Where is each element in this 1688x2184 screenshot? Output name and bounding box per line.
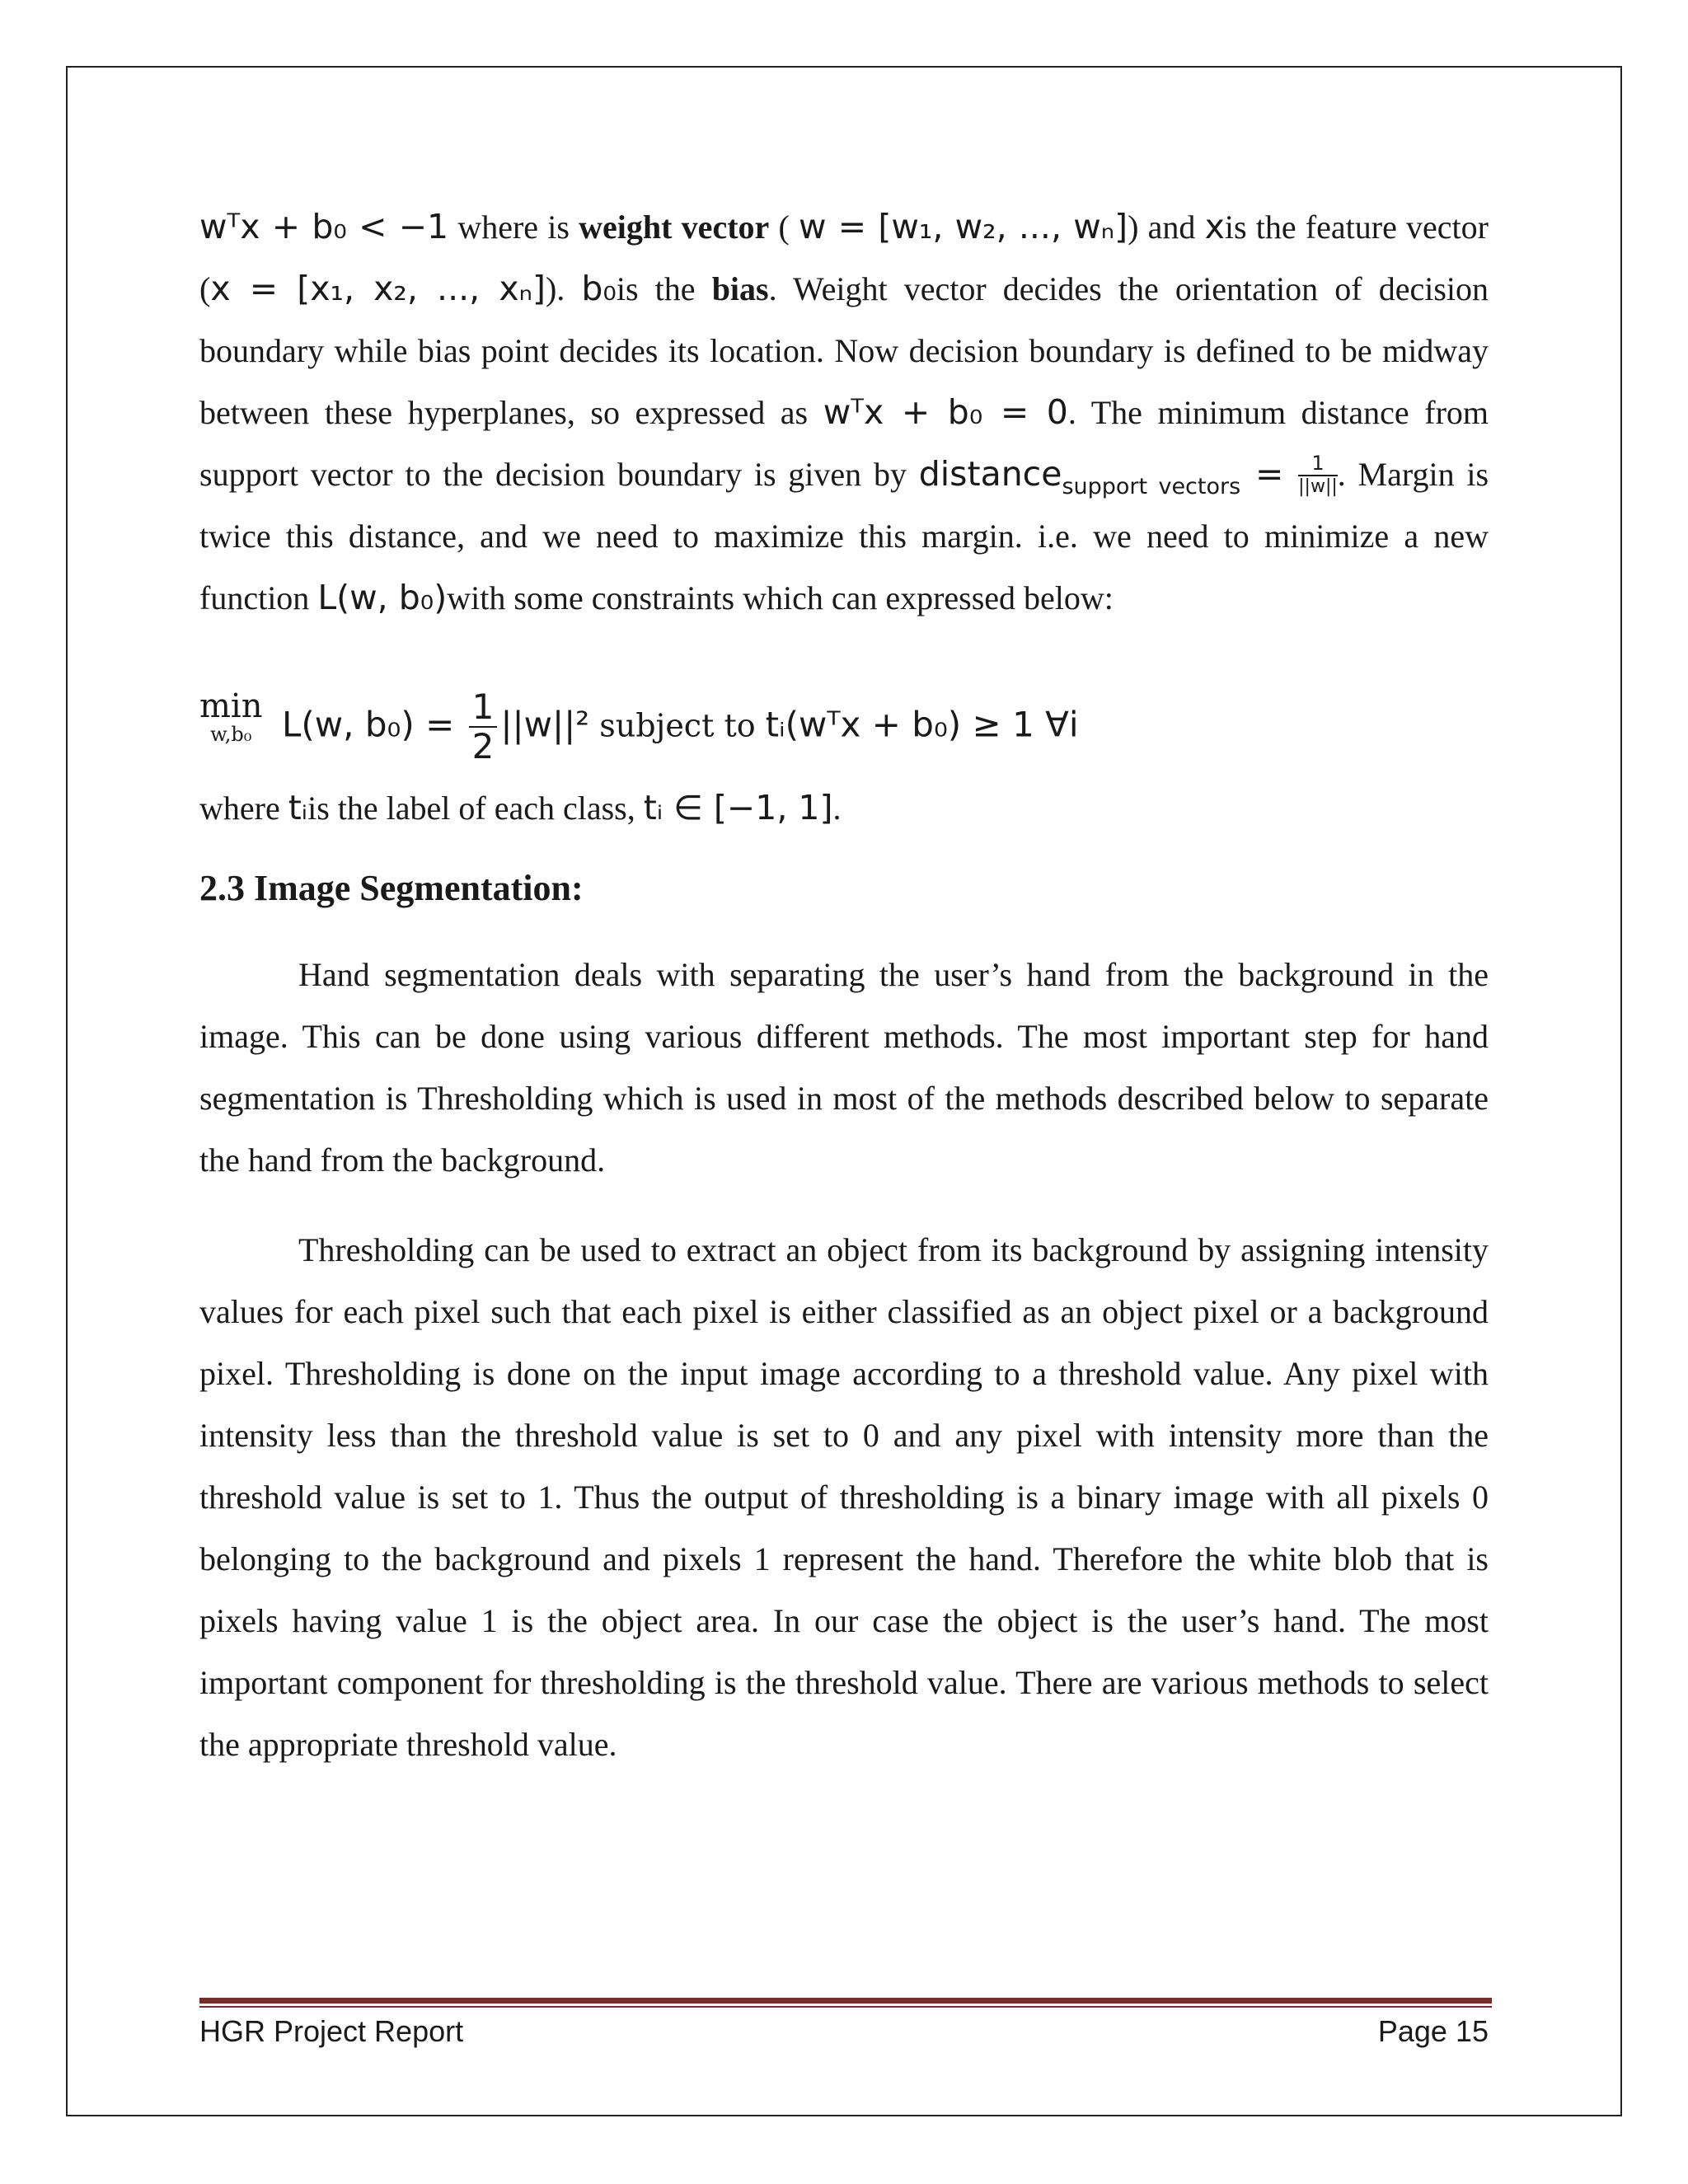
page-content	[199, 196, 1489, 1775]
distance-word: distance	[918, 454, 1062, 494]
half-fraction	[469, 687, 498, 766]
distance-formula	[918, 452, 1338, 499]
feature-vector-formula: x = [x₁, x₂, ..., xₙ]	[210, 269, 546, 308]
bias-term: bias	[711, 270, 769, 307]
inequality-formula: wᵀx + b₀ < −1	[199, 207, 449, 246]
text-fragment: . The minimum distance from support vector to the decision boundary is given by	[199, 394, 1489, 493]
boundary-formula: wᵀx + b₀ = 0	[823, 392, 1068, 432]
min-operator	[199, 687, 263, 746]
min-subscript: w,b₀	[210, 723, 252, 746]
x-symbol: x	[1204, 207, 1225, 246]
text-fragment: (	[769, 209, 799, 246]
text-fragment: . Weight vector decides the orientation of decision boundary while bias point decides its location. Now decision boundary is defined to be midway between these hyperplanes, so expressed as	[199, 270, 1489, 431]
text-fragment: where is	[448, 209, 579, 246]
label-paragraph	[199, 777, 1489, 839]
loss-function-formula: L(w, b₀)	[317, 578, 448, 617]
fraction-denominator: ||w||	[1298, 476, 1338, 497]
fraction-numerator: 1	[1298, 453, 1338, 476]
weight-vector-term: weight vector	[579, 209, 770, 246]
text-fragment: .	[832, 790, 842, 827]
footer-report-title: HGR Project Report	[199, 2014, 464, 2048]
equation-body	[282, 687, 1079, 766]
text-fragment: with some constraints which can expressed below:	[447, 579, 1114, 616]
svm-paragraph	[199, 196, 1489, 629]
text-fragment: . Margin is twice this distance, and we need to maximize this margin. i.e. we need to minimize a new function	[199, 456, 1489, 616]
text-fragment: is the label of each class,	[307, 790, 644, 827]
section-heading: 2.3 Image Segmentation:	[199, 868, 584, 908]
distance-subscript: support vectors	[1062, 474, 1241, 499]
equals-sign: =	[1240, 454, 1299, 494]
optimization-equation	[199, 672, 1489, 766]
footer-page-number: Page 15	[1377, 2014, 1489, 2048]
bias-symbol: b₀	[581, 269, 617, 308]
text-fragment: is the feature vector (	[199, 209, 1489, 307]
weight-vector-formula: w = [w₁, w₂, ..., wₙ]	[799, 207, 1128, 246]
equation-lhs: L(w, b₀) =	[282, 704, 466, 745]
footer-rule-thin	[199, 2006, 1492, 2008]
label-symbol: tᵢ	[288, 788, 308, 827]
distance-fraction	[1298, 453, 1338, 496]
text-fragment: where	[199, 790, 288, 827]
min-word: min	[199, 687, 263, 725]
half-denominator: 2	[471, 726, 495, 766]
label-set-formula: tᵢ ∈ [−1, 1]	[643, 788, 833, 827]
constraint-term: tᵢ(wᵀx + b₀) ≥ 1 ∀i	[765, 704, 1079, 745]
segmentation-paragraph: Hand segmentation deals with separating the user’s hand from the background in the image. This can be done using various different methods. The most important step for hand segmentation is Thresholding which is used in most of the methods described below to separate the hand from the background.	[199, 956, 1489, 1179]
text-fragment: ).	[545, 270, 582, 307]
norm-term: ||w||²	[500, 704, 590, 745]
footer-rule-thick	[199, 1998, 1492, 2004]
text-fragment: ) and	[1128, 209, 1205, 246]
thresholding-paragraph: Thresholding can be used to extract an object from its background by assigning intensity values for each pixel such that each pixel is either classified as an object pixel or a background pixel. Thresholding is done on the input image according to a threshold value. Any pixel with intensity less than the threshold value is set to 0 and any pixel with intensity more than the threshold value is set to 1. Thus the output of thresholding is a binary image with all pixels 0 belonging to the background and pixels 1 represent the hand. Therefore the white blob that is pixels having value 1 is the object area. In our case the object is the user’s hand. The most important component for thresholding is the threshold value. There are various methods to select the appropriate threshold value.	[199, 1231, 1489, 1763]
text-fragment: is the	[616, 270, 712, 307]
subject-to-text: subject to	[589, 707, 766, 744]
half-numerator: 1	[469, 690, 498, 728]
